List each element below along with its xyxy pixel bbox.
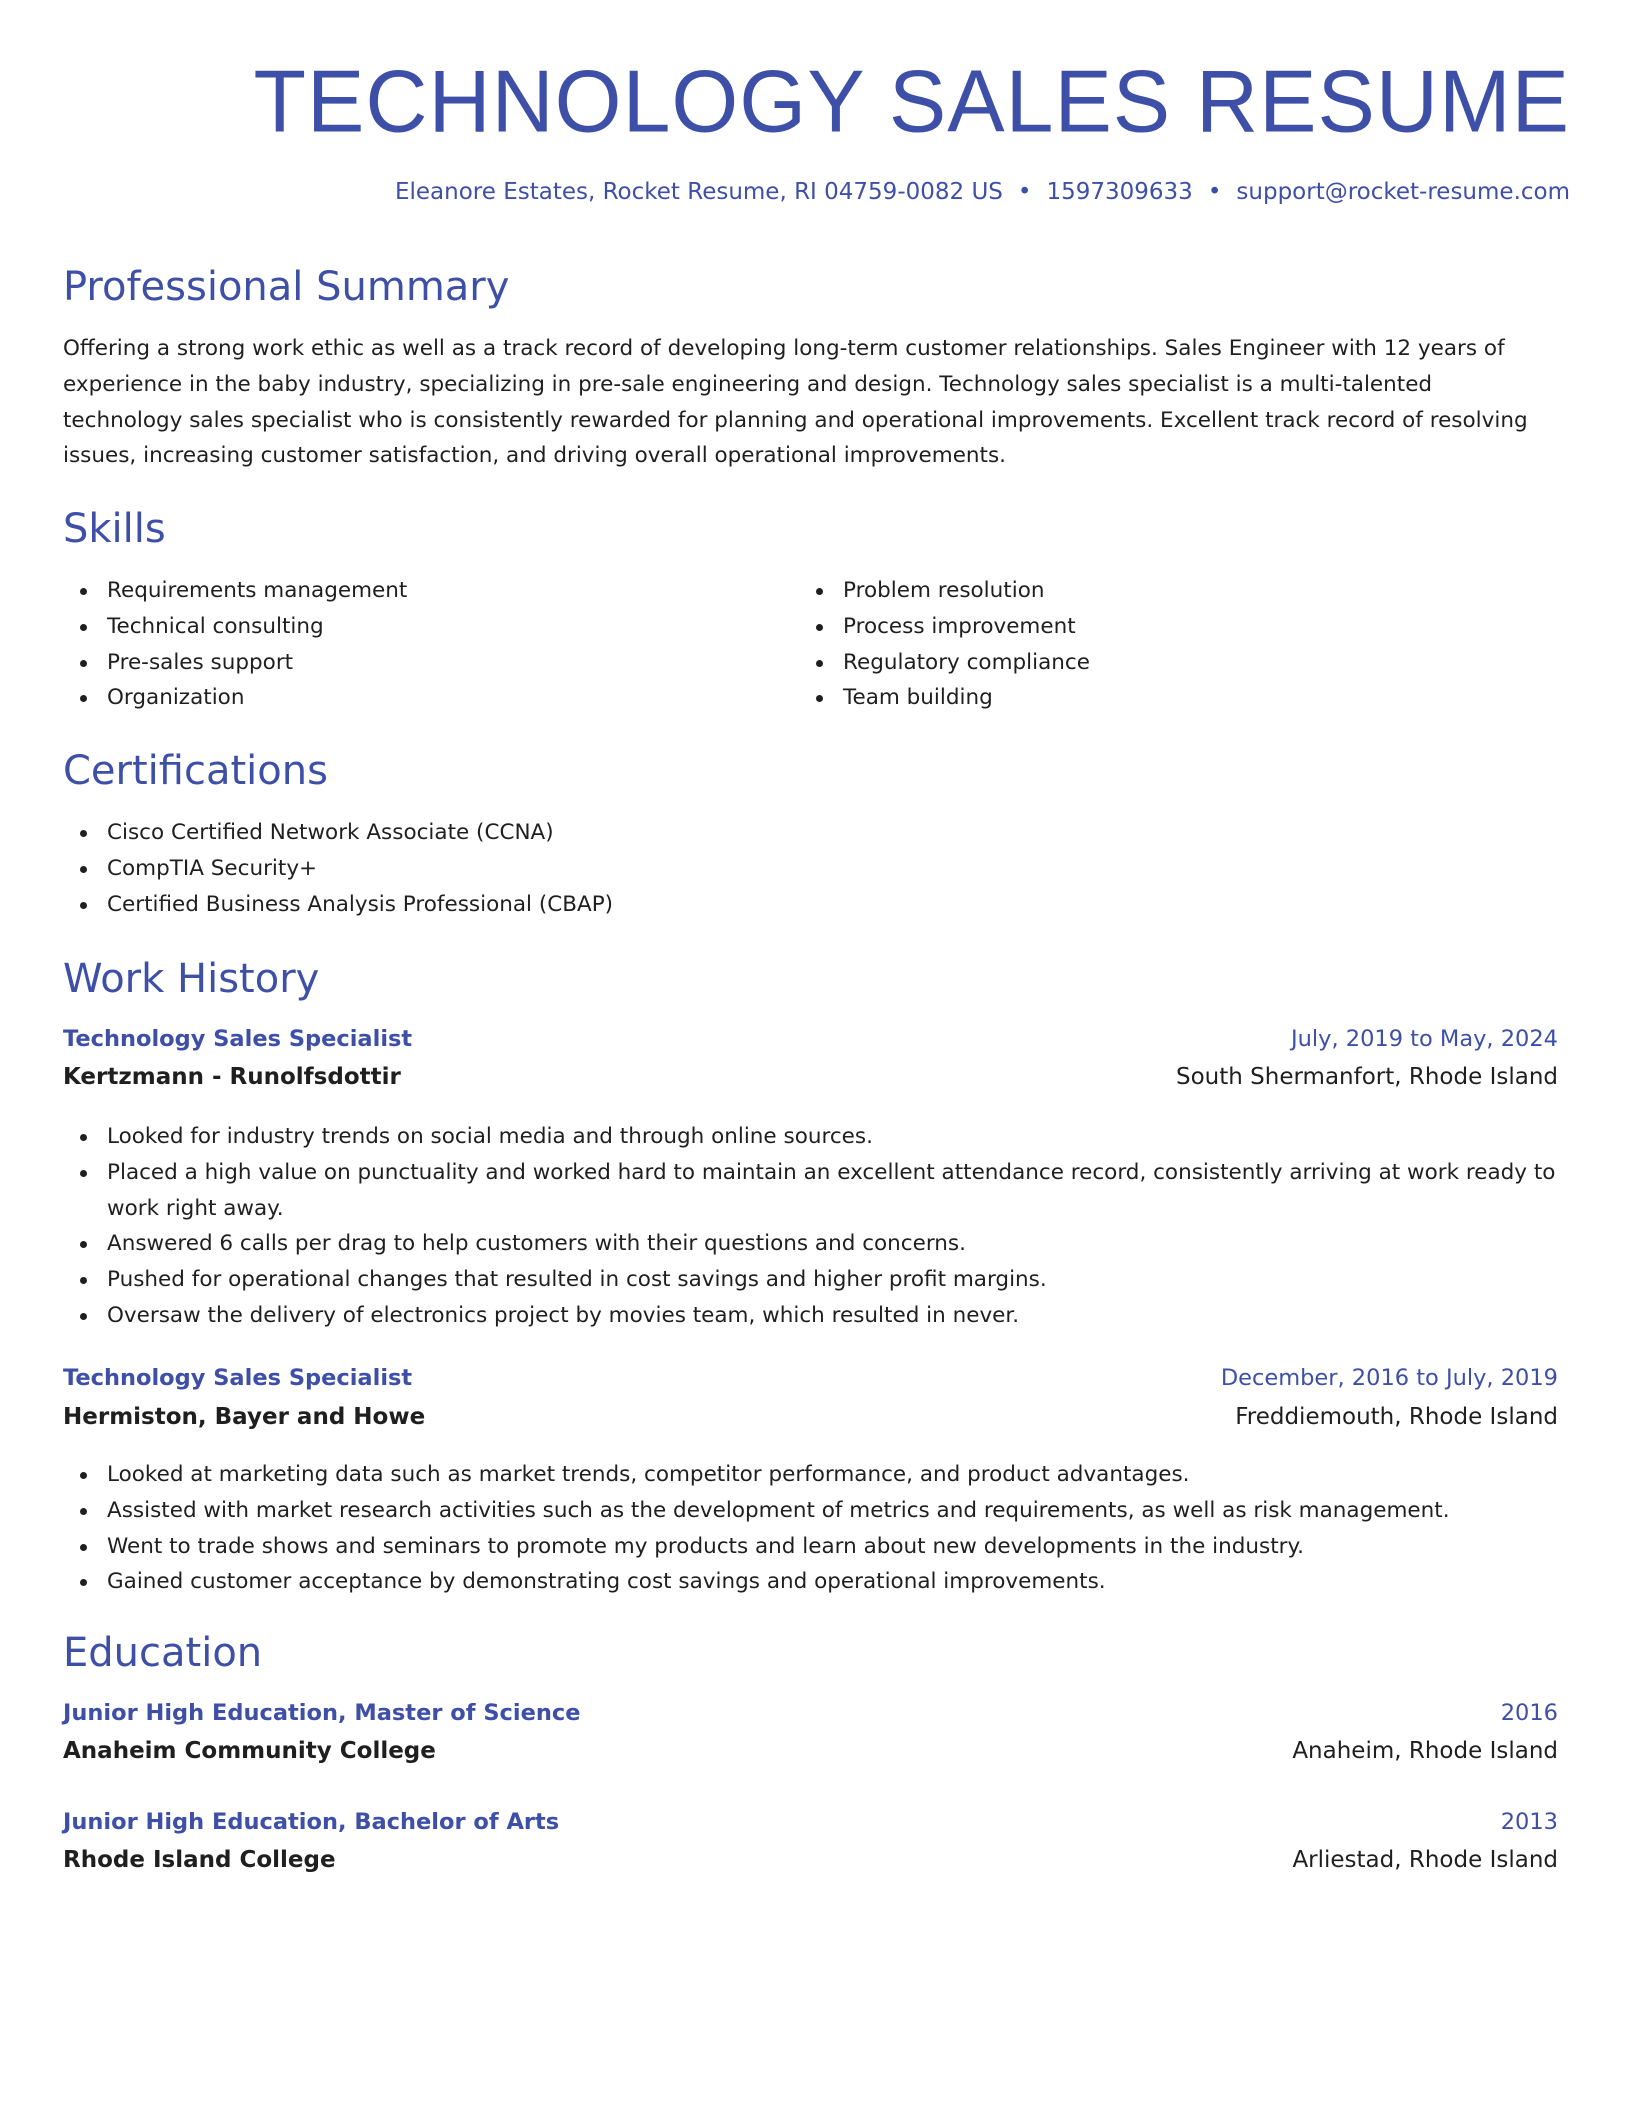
contact-line xyxy=(395,176,1570,208)
education-header-row xyxy=(63,1700,1558,1726)
skill-item: Process improvement xyxy=(799,609,1499,645)
job-bullet: Answered 6 calls per drag to help customers with their questions and concerns. xyxy=(63,1226,1558,1262)
job-location: South Shermanfort, Rhode Island xyxy=(1176,1064,1558,1090)
summary-heading: Professional Summary xyxy=(63,264,510,310)
education-school-row xyxy=(63,1738,1558,1764)
skills-list-right xyxy=(799,573,1499,716)
education-location: Arliestad, Rhode Island xyxy=(1292,1847,1558,1873)
education-year: 2013 xyxy=(1500,1809,1558,1835)
skill-item: Team building xyxy=(799,680,1499,716)
job-bullet: Pushed for operational changes that resulted in cost savings and higher profit margins. xyxy=(63,1262,1558,1298)
contact-separator: • xyxy=(1017,179,1032,205)
contact-phone: 1597309633 xyxy=(1046,179,1193,205)
job-bullet: Looked at marketing data such as market trends, competitor performance, and product advantages. xyxy=(63,1457,1558,1493)
job-company-row xyxy=(63,1064,1558,1090)
job-bullets xyxy=(63,1457,1558,1600)
job-company-row xyxy=(63,1404,1558,1430)
summary-text: Offering a strong work ethic as well as a track record of developing long-term customer relationships. Sales Engineer with 12 years of experience in the baby industry, specializing in pre-sale engineering and design. Technology sales specialist is a multi-talented technology sales specialist who is consistently rewarded for planning and operational improvements. Excellent track record of resolving issues, increasing customer satisfaction, and driving overall operational improvements. xyxy=(63,336,1528,469)
skill-item: Pre-sales support xyxy=(63,645,763,681)
education-heading: Education xyxy=(63,1630,263,1676)
education-degree: Junior High Education, Bachelor of Arts xyxy=(63,1809,560,1835)
job-company: Hermiston, Bayer and Howe xyxy=(63,1404,426,1430)
job-bullets xyxy=(63,1119,1558,1334)
job-bullet: Placed a high value on punctuality and worked hard to maintain an excellent attendance record, consistently arriving at work ready to work right away. xyxy=(63,1155,1558,1227)
skills-list-left xyxy=(63,573,763,716)
job-dates: July, 2019 to May, 2024 xyxy=(1290,1026,1558,1052)
contact-address: Eleanore Estates, Rocket Resume, RI 04759-0082 US xyxy=(394,179,1003,205)
certifications-list xyxy=(63,815,1558,922)
job-company: Kertzmann - Runolfsdottir xyxy=(63,1064,401,1090)
skill-item: Organization xyxy=(63,680,763,716)
education-header-row xyxy=(63,1809,1558,1835)
education-degree: Junior High Education, Master of Science xyxy=(63,1700,581,1726)
job-bullet: Oversaw the delivery of electronics project by movies team, which resulted in never. xyxy=(63,1298,1558,1334)
certification-item: Certified Business Analysis Professional (CBAP) xyxy=(63,887,1558,923)
skill-item: Problem resolution xyxy=(799,573,1499,609)
education-school: Anaheim Community College xyxy=(63,1738,436,1764)
job-title: Technology Sales Specialist xyxy=(63,1365,413,1391)
certification-item: Cisco Certified Network Associate (CCNA) xyxy=(63,815,1558,851)
skill-item: Technical consulting xyxy=(63,609,763,645)
job-dates: December, 2016 to July, 2019 xyxy=(1220,1365,1558,1391)
job-bullet: Assisted with market research activities such as the development of metrics and requirements, as well as risk management. xyxy=(63,1493,1558,1529)
skill-item: Requirements management xyxy=(63,573,763,609)
skill-item: Regulatory compliance xyxy=(799,645,1499,681)
education-school-row xyxy=(63,1847,1558,1873)
resume-title: TECHNOLOGY SALES RESUME xyxy=(253,53,1570,151)
job-header-row xyxy=(63,1026,1558,1052)
contact-separator: • xyxy=(1207,179,1222,205)
job-bullet: Went to trade shows and seminars to promote my products and learn about new developments in the industry. xyxy=(63,1529,1558,1565)
work-history-heading: Work History xyxy=(63,956,320,1002)
skills-heading: Skills xyxy=(63,506,166,552)
job-title: Technology Sales Specialist xyxy=(63,1026,413,1052)
education-year: 2016 xyxy=(1500,1700,1558,1726)
job-bullet: Gained customer acceptance by demonstrating cost savings and operational improvements. xyxy=(63,1564,1558,1600)
certification-item: CompTIA Security+ xyxy=(63,851,1558,887)
certifications-heading: Certifications xyxy=(63,748,328,794)
job-header-row xyxy=(63,1365,1558,1391)
education-school: Rhode Island College xyxy=(63,1847,336,1873)
education-location: Anaheim, Rhode Island xyxy=(1292,1738,1558,1764)
job-bullet: Looked for industry trends on social media and through online sources. xyxy=(63,1119,1558,1155)
contact-email[interactable]: support@rocket-resume.com xyxy=(1236,179,1570,205)
job-location: Freddiemouth, Rhode Island xyxy=(1235,1404,1558,1430)
